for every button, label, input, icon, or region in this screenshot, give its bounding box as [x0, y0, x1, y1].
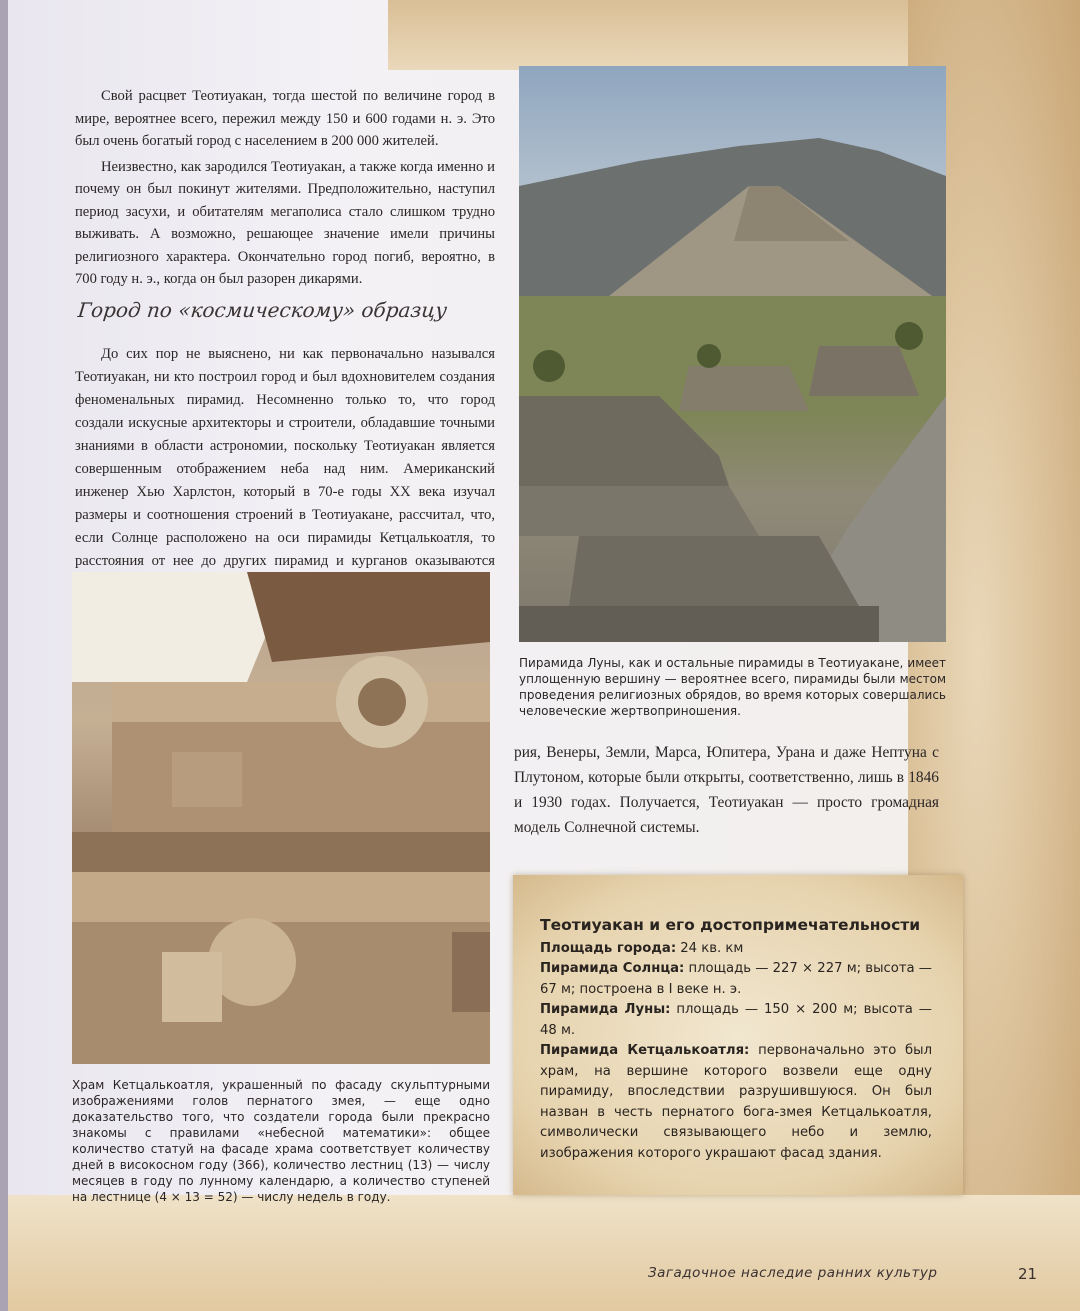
info-item-label: Пирамида Кетцалькоатля: — [540, 1043, 750, 1058]
info-item — [540, 959, 932, 1000]
body-text-continued — [514, 740, 939, 840]
temple-photo-illustration — [72, 572, 490, 1064]
pyramid-photo-caption: Пирамида Луны, как и остальные пирамиды в Теотиуакане, имеет уплощенную вершину — вероятнее всего, пирамиды были местом проведения религиозных обрядов, во время которых совершались человеческие жертвоприношения. — [519, 656, 946, 718]
temple-photo-caption: Храм Кетцалькоатля, украшенный по фасаду скульптурными изображениями голов пернатого змея, — еще одно доказательство того, что создатели города были прекрасно знакомы с правилами «небесной математики»: общее количество статуй на фасаде храма соответствует количеству дней в високосном году (366), количество лестниц (13) — числу месяцев в году по лунному календарю, а количество ступеней на лестнице (4 × 13 = 52) — числу недель в году. — [72, 1078, 490, 1204]
running-footer-title: Загадочное наследие ранних культур — [648, 1265, 938, 1281]
info-box-content — [540, 915, 932, 1164]
info-item-label: Пирамида Луны: — [540, 1002, 671, 1017]
body-text-column — [75, 85, 495, 294]
info-item — [540, 1000, 932, 1041]
parchment-decoration-bottom — [8, 1195, 1080, 1311]
info-item-text: 24 кв. км — [676, 940, 744, 956]
page-number: 21 — [1018, 1265, 1038, 1283]
pyramid-photo-illustration — [519, 66, 946, 642]
info-item-label: Площадь города: — [540, 940, 677, 956]
info-box-title: Теотиуакан и его достопримечательности — [540, 916, 921, 934]
paragraph-3: До сих пор не выяснено, ни как первоначально назывался Теотиуакан, ни кто построил город и был вдохновителем создания феноменальных пирамид. Несомненно только то, что город создали искусные архитекторы и строители, обладавшие точными знаниями в области астрономии, поскольку Теотиуакан является совершенным отображением неба над ним. Американский инженер Хью Харлстон, который в 70-е годы XX века изучал размеры и соотношения строений в Теотиуакане, рассчитал, что, если Солнце расположено на оси пирамиды Кетцалькоатля, то расстояния от нее до других пирамид и курганов оказываются — [75, 346, 495, 569]
paragraph-1: Свой расцвет Теотиуакан, тогда шестой по величине город в мире, вероятнее всего, пережил между 150 и 600 годами н. э. Это был очень богатый город с населением в 200 000 жителей. — [75, 88, 495, 149]
paragraph-3-continued: рия, Венеры, Земли, Марса, Юпитера, Урана и даже Нептуна с Плутоном, которые были открыты, соответственно, лишь в 1846 и 1930 годах. Получается, Теотиуакан — просто громадная модель Солнечной системы. — [514, 744, 939, 836]
section-heading: Город по «космическому» образцу — [76, 298, 449, 322]
info-item-text: площадь — 150 × 200 м; высота — 48 м. — [540, 1002, 932, 1038]
pyramid-of-moon-photo — [519, 66, 946, 642]
sights-info-box — [513, 875, 963, 1195]
info-item — [540, 939, 932, 960]
info-item-text: площадь — 227 × 227 м; высота — 67 м; построена в I веке н. э. — [540, 961, 932, 997]
body-text-column-2 — [75, 343, 495, 596]
paragraph-2: Неизвестно, как зародился Теотиуакан, а также когда именно и почему он был покинут жителями. Предположительно, наступил период засухи, и обитателям мегаполиса стало слишком трудно выживать. А возможно, решающее значение имели причины религиозного характера. Окончательно город погиб, вероятно, в 700 году н. э., когда он был разорен дикарями. — [75, 158, 495, 287]
temple-of-quetzalcoatl-photo — [72, 572, 490, 1064]
info-item — [540, 1041, 932, 1164]
info-item-label: Пирамида Солнца: — [540, 961, 685, 976]
info-item-text: первоначально это был храм, на вершине которого возвели еще одну пирамиду, впоследствии разрушившуюся. Он был назван в честь пернатого бога-змея Кетцалькоатля, символически связывающего небо и землю, изображения которого украшают фасад здания. — [540, 1043, 932, 1161]
